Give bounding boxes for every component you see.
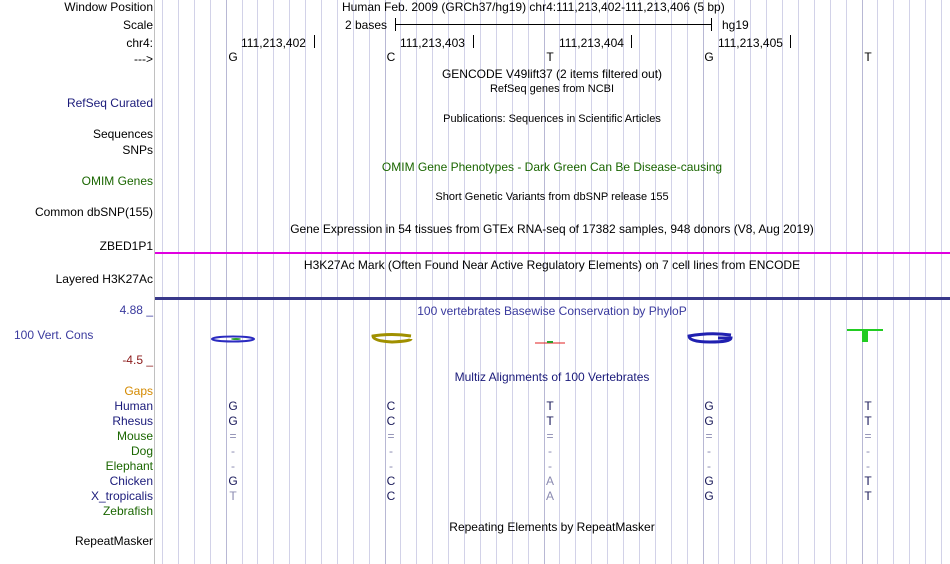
ref-base: T	[864, 50, 872, 64]
grid-line	[464, 0, 465, 564]
alignment-base: T	[229, 489, 237, 503]
grid-line	[862, 0, 863, 564]
gtex-track-title: Gene Expression in 54 tissues from GTEx RNA-seq of 17382 samples, 948 donors (V8, Aug 2019)	[290, 222, 814, 236]
grid-line	[671, 0, 672, 564]
conservation-logo-c	[373, 335, 411, 343]
alignment-base: -	[389, 459, 393, 473]
chrom-label: chr4:	[126, 36, 153, 50]
scale-bar	[395, 24, 711, 25]
common-dbsnp-label[interactable]: Common dbSNP(155)	[34, 205, 153, 219]
gtex-gene-label[interactable]: ZBED1P1	[99, 239, 153, 253]
h3k27ac-signal-band[interactable]	[155, 297, 950, 300]
grid-line	[766, 0, 767, 564]
grid-line	[877, 0, 878, 564]
conservation-logo-g	[212, 337, 254, 342]
species-label[interactable]: X_tropicalis	[90, 489, 153, 503]
grid-line	[257, 0, 258, 564]
alignment-base: -	[389, 444, 393, 458]
grid-line	[623, 0, 624, 564]
conservation-logo	[155, 322, 950, 350]
conservation-logo-g2	[689, 334, 731, 342]
alignment-base: -	[231, 444, 235, 458]
alignment-base: T	[546, 399, 554, 413]
ref-base: G	[704, 50, 714, 64]
omim-genes-label[interactable]: OMIM Genes	[81, 174, 153, 188]
scale-assembly: hg19	[722, 18, 749, 32]
grid-line	[718, 0, 719, 564]
grid-line	[369, 0, 370, 564]
alignment-base: T	[864, 414, 872, 428]
repeatmasker-label[interactable]: RepeatMasker	[74, 534, 153, 548]
grid-line	[432, 0, 433, 564]
grid-line	[162, 0, 163, 564]
scale-bar-left-tick	[395, 18, 396, 31]
species-label[interactable]: Zebrafish	[102, 504, 153, 518]
alignment-base: -	[866, 444, 870, 458]
grid-line	[893, 0, 894, 564]
species-label[interactable]: Rhesus	[112, 414, 153, 428]
grid-line	[830, 0, 831, 564]
alignment-base: G	[704, 489, 714, 503]
window-position-value: Human Feb. 2009 (GRCh37/hg19) chr4:111,213,402-111,213,406 (5 bp)	[342, 0, 725, 14]
grid-line	[909, 0, 910, 564]
species-label[interactable]: Chicken	[109, 474, 153, 488]
grid-line	[941, 0, 942, 564]
alignment-base: =	[387, 429, 395, 443]
gencode-track-title[interactable]: GENCODE V49lift37 (2 items filtered out)	[441, 67, 663, 81]
alignment-base: T	[864, 399, 872, 413]
coord-tick-2	[473, 35, 474, 48]
grid-line	[639, 0, 640, 564]
refseq-track-subtitle: RefSeq genes from NCBI	[489, 83, 615, 95]
grid-line	[305, 0, 306, 564]
alignment-base: -	[707, 459, 711, 473]
sequences-label[interactable]: Sequences	[92, 127, 153, 141]
strand-label: --->	[134, 52, 153, 66]
conservation-min-value: -4.5 _	[122, 353, 153, 367]
scale-label: Scale	[122, 18, 153, 32]
label-divider	[154, 0, 155, 564]
grid-line	[416, 0, 417, 564]
grid-line	[814, 0, 815, 564]
grid-line	[925, 0, 926, 564]
dbsnp-track-title: Short Genetic Variants from dbSNP release 155	[435, 191, 669, 203]
grid-line	[289, 0, 290, 564]
grid-line	[242, 0, 243, 564]
grid-line	[846, 0, 847, 564]
species-label[interactable]: Dog	[130, 444, 153, 458]
scale-bar-right-tick	[711, 18, 712, 31]
alignment-base: G	[228, 399, 238, 413]
alignment-base: C	[386, 399, 396, 413]
grid-line	[353, 0, 354, 564]
grid-line	[400, 0, 401, 564]
alignment-base: -	[707, 444, 711, 458]
layered-h3k27ac-label[interactable]: Layered H3K27Ac	[55, 272, 153, 286]
alignment-base: G	[704, 474, 714, 488]
coord-tick-4	[790, 35, 791, 48]
alignment-base: G	[228, 474, 238, 488]
grid-line	[480, 0, 481, 564]
alignment-base: A	[545, 489, 555, 503]
grid-line	[734, 0, 735, 564]
grid-line	[194, 0, 195, 564]
species-label[interactable]: Mouse	[116, 429, 153, 443]
species-label[interactable]: Human	[114, 399, 153, 413]
coord-tick-3	[631, 35, 632, 48]
h3k27ac-track-title: H3K27Ac Mark (Often Found Near Active Regulatory Elements) on 7 cell lines from ENCODE	[303, 258, 801, 272]
alignment-base: =	[864, 429, 872, 443]
grid-line	[655, 0, 656, 564]
alignment-base: =	[229, 429, 237, 443]
alignment-base: C	[386, 474, 396, 488]
alignment-base: T	[864, 474, 872, 488]
grid-line	[798, 0, 799, 564]
gtex-gene-bar[interactable]	[155, 252, 950, 254]
coord-4: 111,213,405	[718, 36, 783, 50]
coord-3: 111,213,404	[559, 36, 624, 50]
alignment-base: G	[704, 399, 714, 413]
ref-base: G	[228, 50, 238, 64]
alignment-base: T	[864, 489, 872, 503]
repeatmasker-track-title: Repeating Elements by RepeatMasker	[449, 520, 655, 534]
alignment-base: =	[546, 429, 554, 443]
alignment-base: =	[705, 429, 713, 443]
grid-line	[782, 0, 783, 564]
conservation-max-value: 4.88 _	[119, 303, 153, 317]
coord-tick-1	[314, 35, 315, 48]
alignment-base: -	[866, 459, 870, 473]
coord-1: 111,213,402	[241, 36, 306, 50]
window-position-label: Window Position	[64, 0, 153, 14]
grid-line	[178, 0, 179, 564]
alignment-base: T	[546, 414, 554, 428]
ref-base: C	[386, 50, 396, 64]
grid-line	[226, 0, 227, 564]
grid-line	[448, 0, 449, 564]
conservation-label[interactable]: 100 Vert. Cons	[14, 328, 94, 342]
refseq-curated-label[interactable]: RefSeq Curated	[66, 96, 153, 110]
alignment-base: -	[231, 459, 235, 473]
alignment-base: C	[386, 414, 396, 428]
grid-line	[687, 0, 688, 564]
species-label[interactable]: Elephant	[105, 459, 153, 473]
conservation-logo-t	[535, 342, 565, 343]
conservation-logo-t2	[847, 329, 883, 342]
grid-line	[750, 0, 751, 564]
gaps-label[interactable]: Gaps	[124, 384, 153, 398]
snps-label[interactable]: SNPs	[122, 143, 153, 157]
multiz-track-title: Multiz Alignments of 100 Vertebrates	[454, 370, 650, 384]
grid-line	[337, 0, 338, 564]
omim-track-title: OMIM Gene Phenotypes - Dark Green Can Be Disease-causing	[381, 160, 723, 174]
grid-line	[321, 0, 322, 564]
alignment-base: -	[548, 459, 552, 473]
alignment-base: G	[704, 414, 714, 428]
conservation-track-title: 100 vertebrates Basewise Conservation by PhyloP	[417, 304, 687, 318]
alignment-base: -	[548, 444, 552, 458]
grid-line	[210, 0, 211, 564]
publications-track-title: Publications: Sequences in Scientific Articles	[443, 113, 661, 125]
coord-2: 111,213,403	[400, 36, 465, 50]
alignment-base: A	[545, 474, 555, 488]
grid-line	[273, 0, 274, 564]
ref-base: T	[546, 50, 554, 64]
alignment-base: G	[228, 414, 238, 428]
scale-value: 2 bases	[345, 18, 388, 32]
alignment-base: C	[386, 489, 396, 503]
